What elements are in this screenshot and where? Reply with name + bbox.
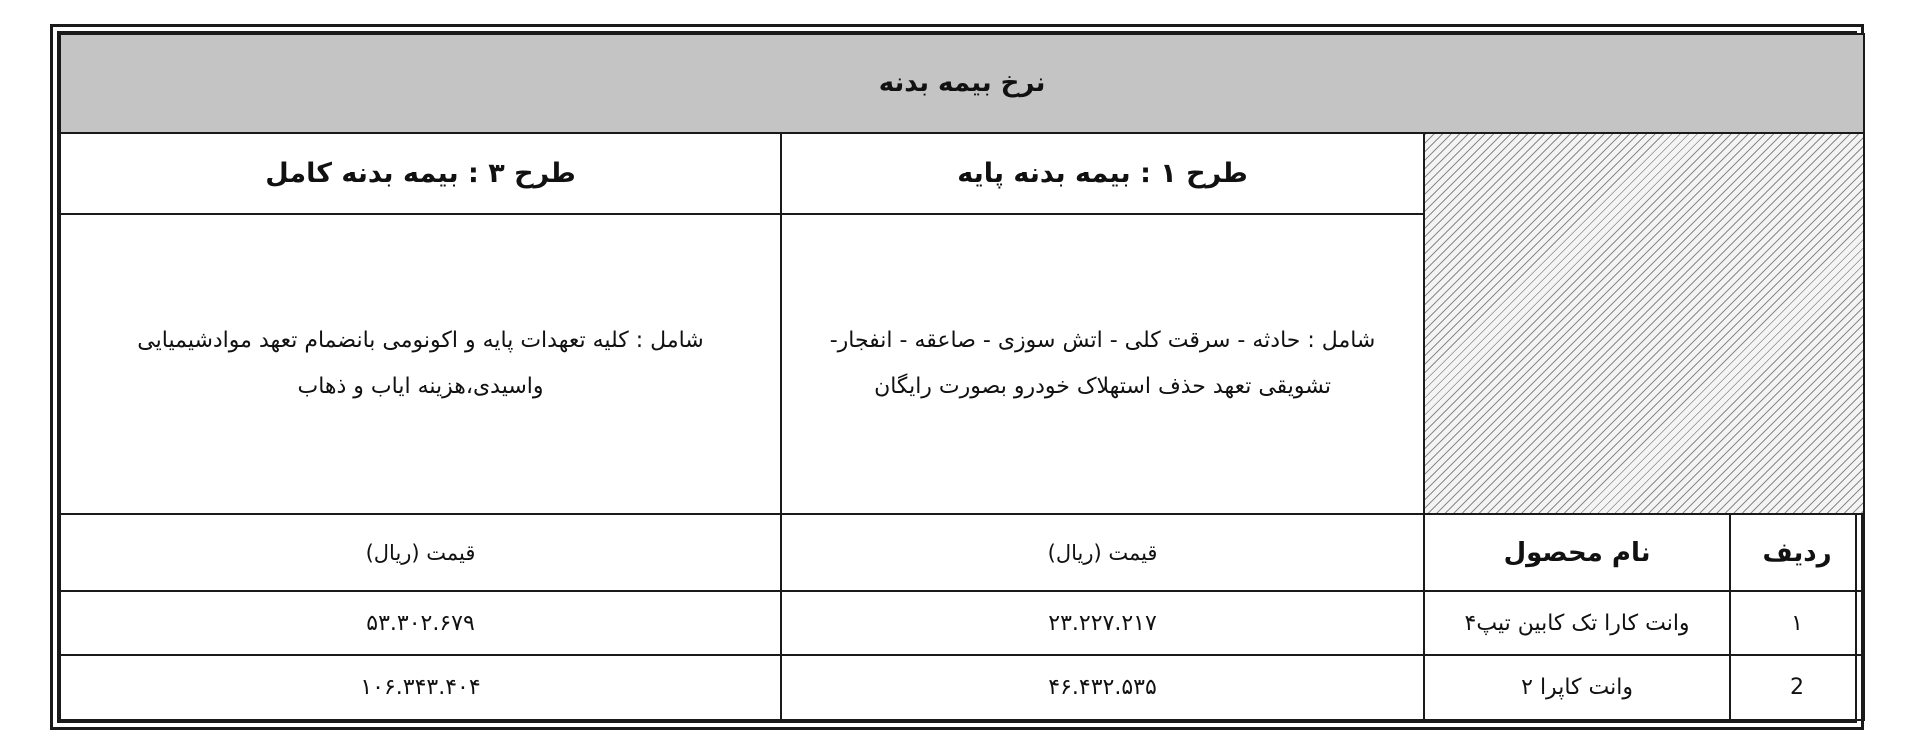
plan3-description-line1: شامل : کلیه تعهدات پایه و اکونومی بانضمام تعهد موادشیمیایی: [137, 327, 704, 353]
plan1-title: طرح ۱ : بیمه بدنه پایه: [781, 133, 1424, 214]
product-name: وانت کارا تک کابین تیپ۴: [1424, 591, 1730, 656]
plan3-title: طرح ۳ : بیمه بدنه کامل: [60, 133, 781, 214]
plan3-description-line2: واسیدی،هزینه ایاب و ذهاب: [297, 373, 544, 399]
table-row: [60, 655, 1864, 720]
insurance-rate-table: [59, 33, 1865, 721]
table-title: نرخ بیمه بدنه: [60, 34, 1864, 133]
plan1-price: ۴۶.۴۳۲.۵۳۵: [781, 655, 1424, 720]
row-number: 2: [1730, 655, 1864, 720]
plan3-description: [60, 214, 781, 515]
plan1-price: ۲۳.۲۲۷.۲۱۷: [781, 591, 1424, 656]
column-header-row: [60, 514, 1864, 591]
plan1-description-line2: تشویقی تعهد حذف استهلاک خودرو بصورت رایگان: [874, 373, 1332, 399]
plan1-description-line1: شامل : حادثه - سرقت کلی - اتش سوزی - صاعقه - انفجار-: [829, 327, 1376, 353]
price-table-frame: [50, 24, 1864, 730]
price-table-inner-border: [57, 31, 1857, 723]
plan-title-row: [60, 133, 1864, 214]
table-row: [60, 591, 1864, 656]
row-number-header: ردیف: [1730, 514, 1864, 591]
product-name-header: نام محصول: [1424, 514, 1730, 591]
row-number: ۱: [1730, 591, 1864, 656]
plan3-price-header: قیمت (ریال): [60, 514, 781, 591]
plan3-price: ۱۰۶.۳۴۳.۴۰۴: [60, 655, 781, 720]
plan1-description: [781, 214, 1424, 515]
plan1-price-header: قیمت (ریال): [781, 514, 1424, 591]
plan3-price: ۵۳.۳۰۲.۶۷۹: [60, 591, 781, 656]
hatched-empty-cell: [1424, 133, 1864, 514]
product-name: وانت کاپرا ۲: [1424, 655, 1730, 720]
title-row: [60, 34, 1864, 133]
